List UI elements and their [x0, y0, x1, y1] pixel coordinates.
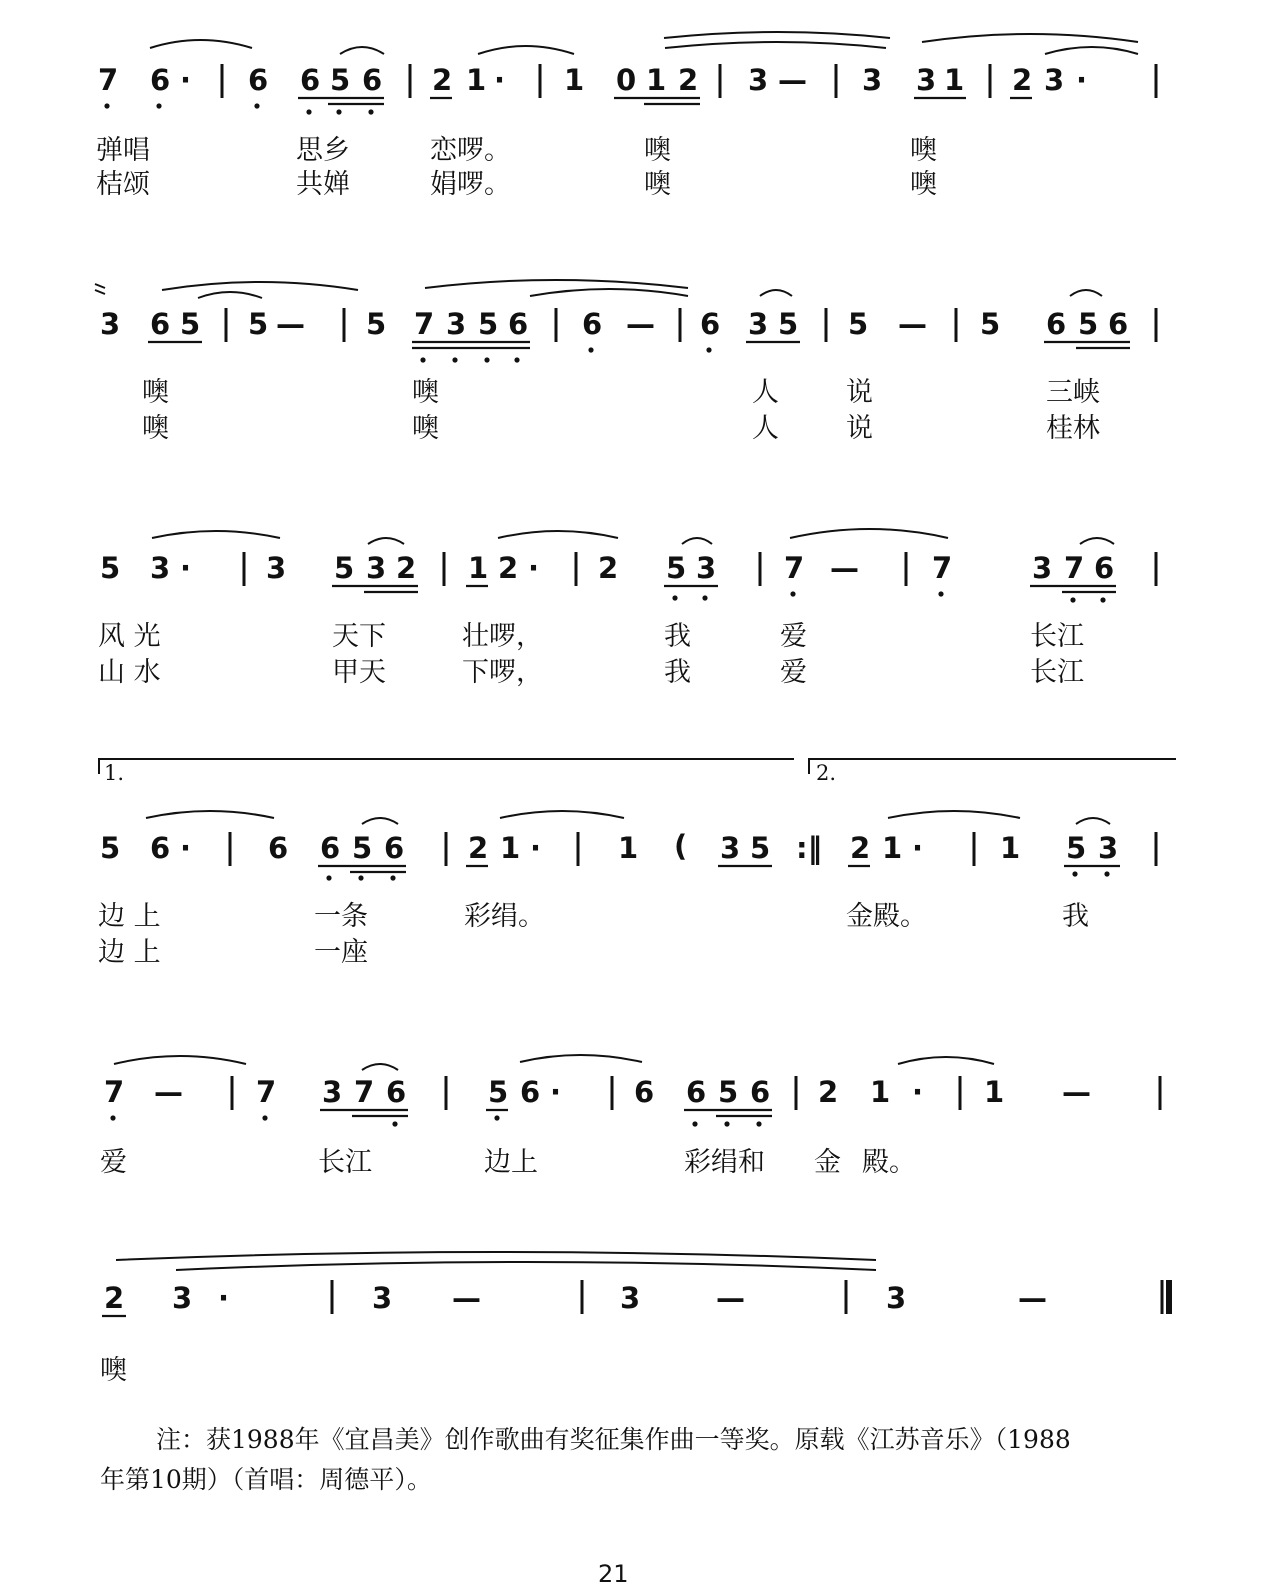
note: 3	[886, 1281, 907, 1315]
note: 7	[98, 63, 119, 97]
notation-line-1	[0, 20, 1280, 170]
note: 3	[172, 1281, 193, 1315]
dash: —	[1062, 1075, 1091, 1109]
lyric: 噢	[910, 169, 937, 200]
note-dot: ·	[180, 63, 192, 97]
staff-line-5	[0, 1036, 1280, 1186]
tie	[362, 818, 398, 824]
note: 1	[564, 63, 585, 97]
note: 2	[432, 63, 453, 97]
lyric: 一条	[314, 901, 368, 932]
lyric: 我	[664, 657, 691, 688]
tie	[340, 47, 384, 54]
lyric: 共婵	[296, 169, 350, 200]
octave-dot	[110, 1115, 115, 1120]
lyric: 彩绢。	[464, 901, 545, 932]
staff-line-3	[0, 510, 1280, 688]
staff-line-2	[0, 262, 1280, 444]
octave-dot	[494, 1115, 499, 1120]
tie	[198, 292, 262, 298]
lyric: 金殿。	[846, 901, 927, 932]
note: 6	[320, 831, 341, 865]
note: 5	[352, 831, 373, 865]
octave-dot	[1072, 871, 1077, 876]
volta-bracket-2	[808, 758, 1176, 774]
tie	[95, 284, 105, 294]
dash: —	[716, 1281, 745, 1315]
dash: —	[830, 551, 859, 585]
note: 6	[150, 831, 171, 865]
note: 6	[386, 1075, 407, 1109]
note: 5	[478, 307, 499, 341]
note: 1	[500, 831, 521, 865]
note: 6	[268, 831, 289, 865]
footnote	[100, 1420, 1190, 1500]
note: 7	[1064, 551, 1085, 585]
octave-dot	[756, 1121, 761, 1126]
tie	[1070, 290, 1102, 296]
lyric: 边 上	[98, 937, 161, 968]
note: 5	[750, 831, 771, 865]
note: 3	[916, 63, 937, 97]
note: 3	[372, 1281, 393, 1315]
note: 3	[720, 831, 741, 865]
note: 6	[686, 1075, 707, 1109]
note-dot: ·	[180, 831, 192, 865]
tie	[898, 1057, 994, 1064]
lyric: 天下	[332, 621, 386, 652]
lyric: 说	[846, 377, 873, 408]
lyric: 恋啰。	[430, 135, 511, 166]
note: 3	[1098, 831, 1119, 865]
tie	[478, 46, 574, 54]
dash: —	[778, 63, 807, 97]
lyric: 山 水	[98, 657, 161, 688]
lyric: 爱	[780, 621, 807, 652]
octave-dot	[1070, 597, 1075, 602]
lyric: 思乡	[296, 135, 350, 166]
note: 5	[1078, 307, 1099, 341]
octave-dot	[588, 347, 593, 352]
note: 1	[944, 63, 965, 97]
lyric: 金	[814, 1147, 841, 1178]
note: 5	[100, 831, 121, 865]
footnote-line-1: 注：获1988年《宜昌美》创作歌曲有奖征集作曲一等奖。原载《江苏音乐》（1988	[156, 1425, 1071, 1454]
note: 6	[362, 63, 383, 97]
note: 2	[850, 831, 871, 865]
tie	[1045, 47, 1138, 54]
octave-dot	[336, 109, 341, 114]
tie	[150, 40, 252, 48]
note: 2	[1012, 63, 1033, 97]
octave-dot	[390, 875, 395, 880]
notation-line-5	[0, 1036, 1280, 1186]
octave-dot	[306, 109, 311, 114]
footnote-line-2: 年第10期）（首唱：周德平）。	[100, 1465, 432, 1494]
lyric: 长江	[318, 1147, 372, 1178]
note: 3	[322, 1075, 343, 1109]
page-number: 21	[598, 1560, 629, 1588]
note: 6	[248, 63, 269, 97]
note: 3	[1044, 63, 1065, 97]
octave-dot	[692, 1121, 697, 1126]
note: 1	[870, 1075, 891, 1109]
tie	[500, 811, 624, 818]
tie	[888, 811, 1020, 818]
dash: —	[1018, 1281, 1047, 1315]
note: 3	[620, 1281, 641, 1315]
lyric: 壮啰，	[462, 621, 543, 652]
note: 6	[520, 1075, 541, 1109]
tie	[664, 32, 890, 38]
octave-dot	[724, 1121, 729, 1126]
note: 3	[748, 63, 769, 97]
dash: —	[276, 307, 305, 341]
lyric: 说	[846, 413, 873, 444]
lyric: 桂林	[1046, 413, 1100, 444]
notation-line-3	[0, 510, 1280, 660]
tie	[665, 42, 886, 48]
note: 6	[1094, 551, 1115, 585]
staff-line-1	[0, 20, 1280, 200]
tie	[790, 529, 948, 538]
octave-dot	[392, 1121, 397, 1126]
note: 5	[848, 307, 869, 341]
note: 7	[784, 551, 805, 585]
lyric: 噢	[412, 377, 439, 408]
lyric: 桔颂	[96, 169, 150, 200]
note: 6	[300, 63, 321, 97]
lyric: 噢	[142, 377, 169, 408]
volta-bracket-1	[98, 758, 794, 774]
lyric: 一座	[314, 937, 368, 968]
note: 3	[862, 63, 883, 97]
tie	[922, 34, 1138, 42]
note: 3	[366, 551, 387, 585]
octave-dot	[484, 357, 489, 362]
octave-dot	[368, 109, 373, 114]
note: 5	[366, 307, 387, 341]
octave-dot	[156, 103, 161, 108]
tie	[176, 1262, 876, 1270]
lyric: 边 上	[98, 901, 161, 932]
note: 6	[1046, 307, 1067, 341]
note: 5	[488, 1075, 509, 1109]
tie	[152, 531, 280, 538]
tie	[1080, 538, 1114, 544]
staff-line-4	[0, 790, 1280, 968]
octave-dot	[420, 357, 425, 362]
octave-dot	[702, 595, 707, 600]
lyric: 长江	[1030, 657, 1084, 688]
lyric: 我	[1062, 901, 1089, 932]
note: 2	[104, 1281, 125, 1315]
lyric: 长江	[1030, 621, 1084, 652]
note: 1	[1000, 831, 1021, 865]
note: 1	[618, 831, 639, 865]
note: 3	[748, 307, 769, 341]
note-dot: ·	[550, 1075, 562, 1109]
tie	[146, 811, 274, 818]
note-dot: ·	[180, 551, 192, 585]
note: 6	[634, 1075, 655, 1109]
octave-dot	[514, 357, 519, 362]
tie	[362, 1064, 398, 1070]
note: 0	[616, 63, 637, 97]
lyric: 三峡	[1046, 377, 1100, 408]
lyric: 风 光	[98, 621, 161, 652]
lyric: 甲天	[332, 657, 386, 688]
octave-dot	[452, 357, 457, 362]
note: 6	[384, 831, 405, 865]
octave-dot	[1104, 871, 1109, 876]
note: 5	[100, 551, 121, 585]
lyric: 爱	[100, 1147, 127, 1178]
note: 6	[582, 307, 603, 341]
note: 2	[468, 831, 489, 865]
lyric: 边上	[484, 1147, 538, 1178]
note-dot: ·	[530, 831, 542, 865]
note: 5	[330, 63, 351, 97]
lyric: 噢	[910, 135, 937, 166]
note: 2	[678, 63, 699, 97]
note: 1	[468, 551, 489, 585]
tie	[760, 290, 792, 296]
tie	[530, 289, 688, 296]
note-dot: ·	[1076, 63, 1088, 97]
octave-dot	[326, 875, 331, 880]
note: 7	[256, 1075, 277, 1109]
note: 3	[150, 551, 171, 585]
note: 6	[700, 307, 721, 341]
note: 7	[104, 1075, 125, 1109]
note: 5	[778, 307, 799, 341]
note: 5	[1066, 831, 1087, 865]
lyric: 彩绢和	[684, 1147, 765, 1178]
lyric: 人	[752, 413, 779, 444]
octave-dot	[262, 1115, 267, 1120]
note: 6	[508, 307, 529, 341]
octave-dot	[104, 103, 109, 108]
note: 2	[498, 551, 519, 585]
lyric: 人	[752, 377, 779, 408]
note: 7	[354, 1075, 375, 1109]
lyric: 弹唱	[96, 135, 150, 166]
note: 3	[100, 307, 121, 341]
lyric: 噢	[100, 1355, 127, 1386]
octave-dot	[358, 875, 363, 880]
dash: —	[626, 307, 655, 341]
lyric: 我	[664, 621, 691, 652]
note: 2	[818, 1075, 839, 1109]
note: 2	[598, 551, 619, 585]
note: 5	[248, 307, 269, 341]
volta-label-2: 2.	[816, 761, 837, 785]
octave-dot	[706, 347, 711, 352]
note-dot: ·	[218, 1281, 230, 1315]
tie	[162, 282, 358, 290]
octave-dot	[1100, 597, 1105, 602]
tie	[116, 1252, 876, 1260]
note-dot: ·	[528, 551, 540, 585]
lyric: 噢	[644, 169, 671, 200]
octave-dot	[790, 591, 795, 596]
notation-line-6	[0, 1238, 1280, 1388]
note: 3	[696, 551, 717, 585]
note-dot: ·	[912, 831, 924, 865]
octave-dot	[938, 591, 943, 596]
note: 1	[466, 63, 487, 97]
lyric: 噢	[644, 135, 671, 166]
note-dot: ·	[912, 1075, 924, 1109]
dash: —	[898, 307, 927, 341]
note: 5	[980, 307, 1001, 341]
tie	[498, 531, 618, 538]
note: 2	[396, 551, 417, 585]
dash: —	[154, 1075, 183, 1109]
lyric: 下啰，	[462, 657, 543, 688]
tie	[682, 538, 712, 544]
note: 6	[150, 307, 171, 341]
lyric: 噢	[412, 413, 439, 444]
volta-label-1: 1.	[104, 761, 125, 785]
staff-line-6	[0, 1238, 1280, 1388]
lyric: 噢	[142, 413, 169, 444]
note-dot: ·	[494, 63, 506, 97]
note: 5	[334, 551, 355, 585]
note: 5	[718, 1075, 739, 1109]
tie	[425, 280, 688, 288]
note: 7	[414, 307, 435, 341]
note: 5	[180, 307, 201, 341]
lyric: 爱	[780, 657, 807, 688]
note: 6	[1108, 307, 1129, 341]
octave-dot	[672, 595, 677, 600]
note: 1	[984, 1075, 1005, 1109]
tie	[114, 1056, 246, 1064]
note: 5	[666, 551, 687, 585]
lyric: 殿。	[862, 1147, 916, 1178]
note: 3	[266, 551, 287, 585]
note: 6	[150, 63, 171, 97]
repeat-sign: :‖	[796, 831, 823, 865]
note: 6	[750, 1075, 771, 1109]
lyric: 娟啰。	[430, 169, 511, 200]
paren: (	[674, 829, 688, 863]
tie	[520, 1055, 642, 1062]
dash: —	[452, 1281, 481, 1315]
note: 3	[446, 307, 467, 341]
tie	[1076, 818, 1110, 824]
octave-dot	[254, 103, 259, 108]
note: 1	[882, 831, 903, 865]
note: 1	[646, 63, 667, 97]
tie	[368, 538, 404, 544]
note: 7	[932, 551, 953, 585]
note: 3	[1032, 551, 1053, 585]
